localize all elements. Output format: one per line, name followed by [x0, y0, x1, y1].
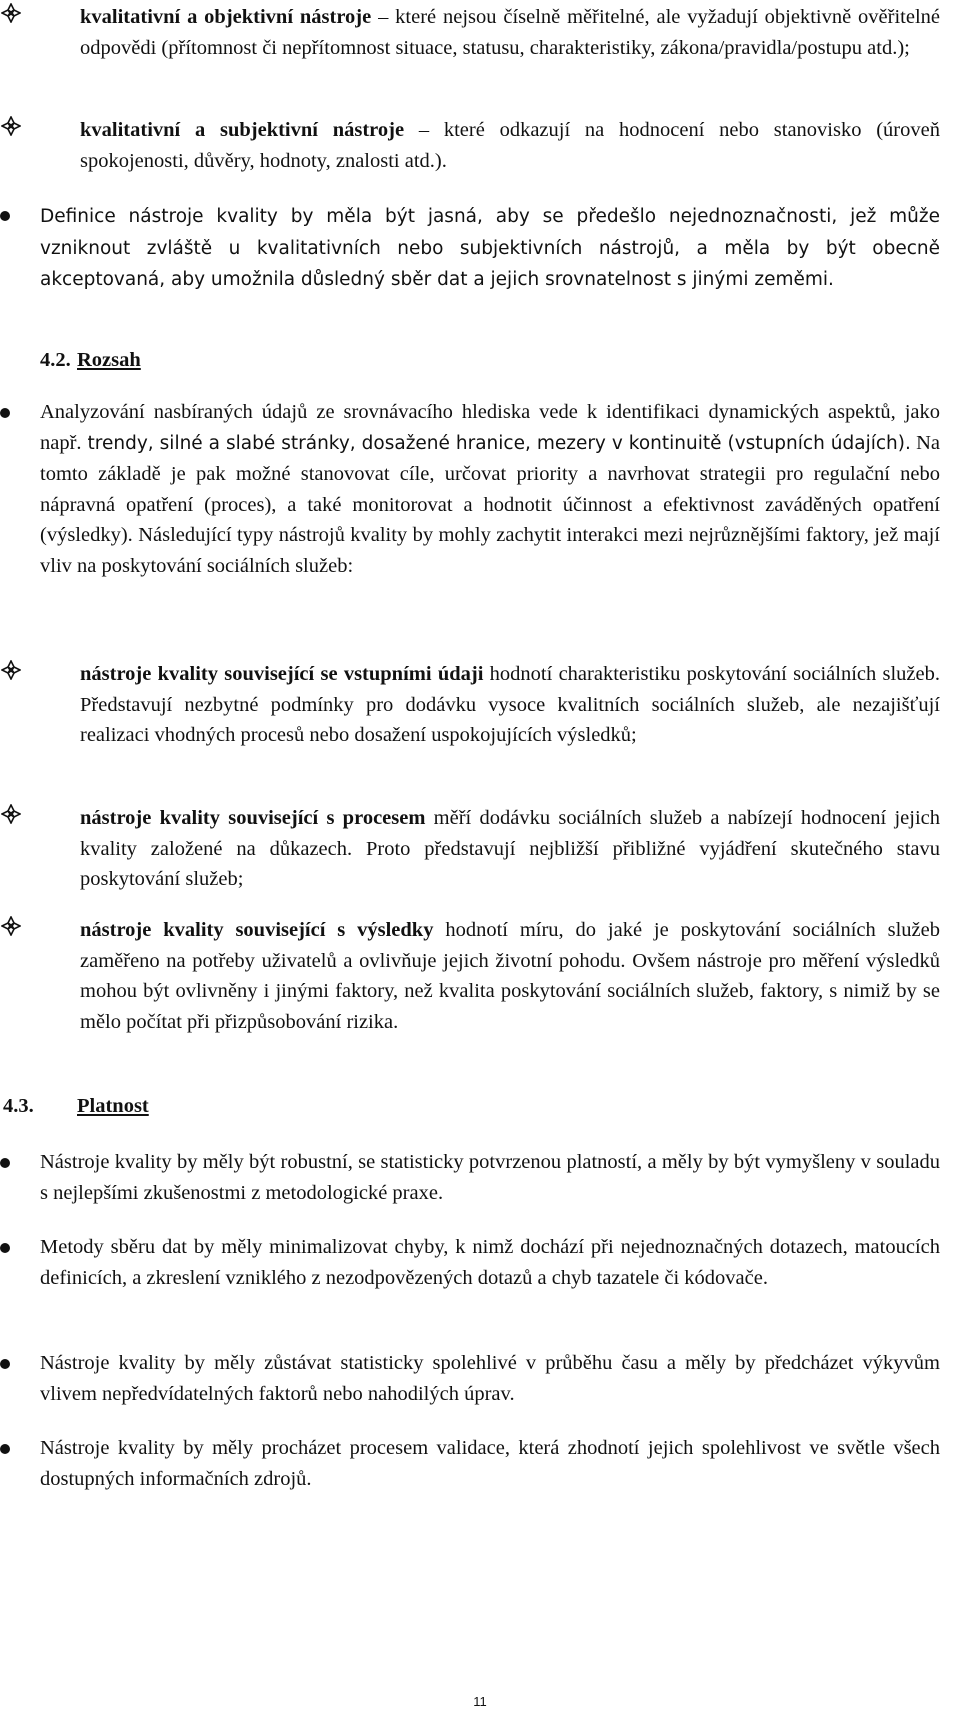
top-item-1-text: – které nejsou číselně měřitelné, ale vyžadují objektivně ověřitelné odpovědi (přítomnost či nepřítomnost situace, statusu, charakteristiky, zákona/pravidla/postupu atd.); [80, 6, 940, 59]
top-item-2-text: – které odkazují na hodnocení nebo stanovisko (úroveň spokojenosti, důvěry, hodnoty, znalosti atd.). [80, 119, 940, 172]
section-number: 4.3. [3, 1095, 34, 1117]
platnost-bullet-3-text: Nástroje kvality by měly zůstávat statisticky spolehlivé v průběhu času a měly by předcházet výkyvům vlivem nepředvídatelných faktorů nebo nahodilých úprav. [40, 1352, 940, 1405]
platnost-bullet-3 [40, 1348, 940, 1409]
rozsah-item-2-text: měří dodávku sociálních služeb a nabízejí hodnocení jejich kvality založené na důkazech. Proto představují nejbližší přibližné vyjádření skutečného stavu poskytování služeb; [80, 807, 941, 890]
section-title: Rozsah [77, 349, 141, 371]
section-heading-platnost [0, 1091, 149, 1122]
round-bullet-icon [0, 1444, 10, 1454]
platnost-bullet-2 [40, 1232, 940, 1293]
round-bullet-icon [0, 1243, 10, 1253]
top-item-1-bold: kvalitativní a objektivní nástroje [80, 6, 372, 28]
rozsah-item-3-text: hodnotí míru, do jaké je poskytování sociálních služeb zaměřeno na potřeby uživatelů a ovlivňuje jejich životní pohodu. Ovšem nástroje pro měření výsledků mohou být ovlivněny i jinými faktory, než kvalita poskytování sociálních služeb, faktory, s nimiž by se mělo počítat při přizpůsobování rizika. [80, 919, 941, 1033]
diamond-bullet-icon [1, 3, 21, 23]
round-bullet-icon [0, 408, 10, 418]
page-number: 11 [473, 1694, 487, 1709]
rozsah-item-1-bold: nástroje kvality související se vstupními údaji [80, 663, 484, 685]
definition-text: Definice nástroje kvality by měla být jasná, aby se předešlo nejednoznačnosti, jež může vzniknout zvláště u kvalitativních nebo subjektivních nástrojů, a měla by být obecně akceptovaná, aby umožnila důsledný sběr dat a jejich srovnatelnost s jinými zeměmi. [40, 206, 940, 290]
rozsah-item-1-text: hodnotí charakteristiku poskytování sociálních služeb. Představují nezbytné podmínky pro dodávku vysoce kvalitních sociálních služeb, ale nezajišťují realizaci vhodných procesů nebo dosažení uspokojujících výsledků; [80, 663, 941, 746]
section-title: Platnost [77, 1095, 149, 1117]
rozsah-item-2 [80, 803, 940, 895]
platnost-bullet-2-text: Metody sběru dat by měly minimalizovat chyby, k nimž dochází při nejednoznačných dotazech, matoucích definicích, a zkreslení vzniklého z nezodpovězených dotazů a chyb tazatele či kódovače. [40, 1236, 940, 1289]
definition-paragraph [40, 201, 940, 296]
top-item-2 [80, 115, 940, 176]
rozsah-item-3-bold: nástroje kvality související s výsledky [80, 919, 434, 941]
platnost-bullet-1-text: Nástroje kvality by měly být robustní, se statisticky potvrzenou platností, a měly by být vymyšleny v souladu s nejlepšími zkušenostmi z metodologické praxe. [40, 1151, 940, 1204]
top-item-1 [80, 2, 940, 63]
rozsah-text-b: trendy, silné a slabé stránky, dosažené hranice, mezery v kontinuitě (vstupních údajích). [81, 432, 911, 454]
platnost-bullet-4-text: Nástroje kvality by měly procházet procesem validace, která zhodnotí jejich spolehlivost ve světle všech dostupných informačních zdrojů. [40, 1437, 940, 1490]
rozsah-item-2-bold: nástroje kvality související s procesem [80, 807, 426, 829]
round-bullet-icon [0, 1158, 10, 1168]
section-number: 4.2. [40, 349, 71, 371]
rozsah-text-c: Na tomto základě je pak možné stanovovat cíle, určovat priority a navrhovat strategii pro regulační nebo nápravná opatření (proces), a také monitorovat a hodnotit účinnost a efektivnost zaváděných opatření (výsledky). Následující typy nástrojů kvality by mohly zachytit interakci mezi nejrůznějšími faktory, jež mají vliv na poskytování sociálních služeb: [40, 431, 941, 577]
diamond-bullet-icon [1, 660, 21, 680]
platnost-bullet-1 [40, 1147, 940, 1208]
platnost-bullet-4 [40, 1433, 940, 1494]
rozsah-paragraph [40, 397, 940, 581]
round-bullet-icon [0, 1359, 10, 1369]
rozsah-text-a: Analyzování nasbíraných údajů ze srovnávacího hlediska vede k identifikaci dynamických aspektů, jako např. [40, 401, 940, 454]
section-heading-rozsah [40, 345, 141, 376]
rozsah-item-1 [80, 659, 940, 751]
diamond-bullet-icon [1, 804, 21, 824]
round-bullet-icon [0, 211, 10, 221]
diamond-bullet-icon [1, 916, 21, 936]
diamond-bullet-icon [1, 116, 21, 136]
rozsah-item-3 [80, 915, 940, 1037]
top-item-2-bold: kvalitativní a subjektivní nástroje [80, 119, 405, 141]
